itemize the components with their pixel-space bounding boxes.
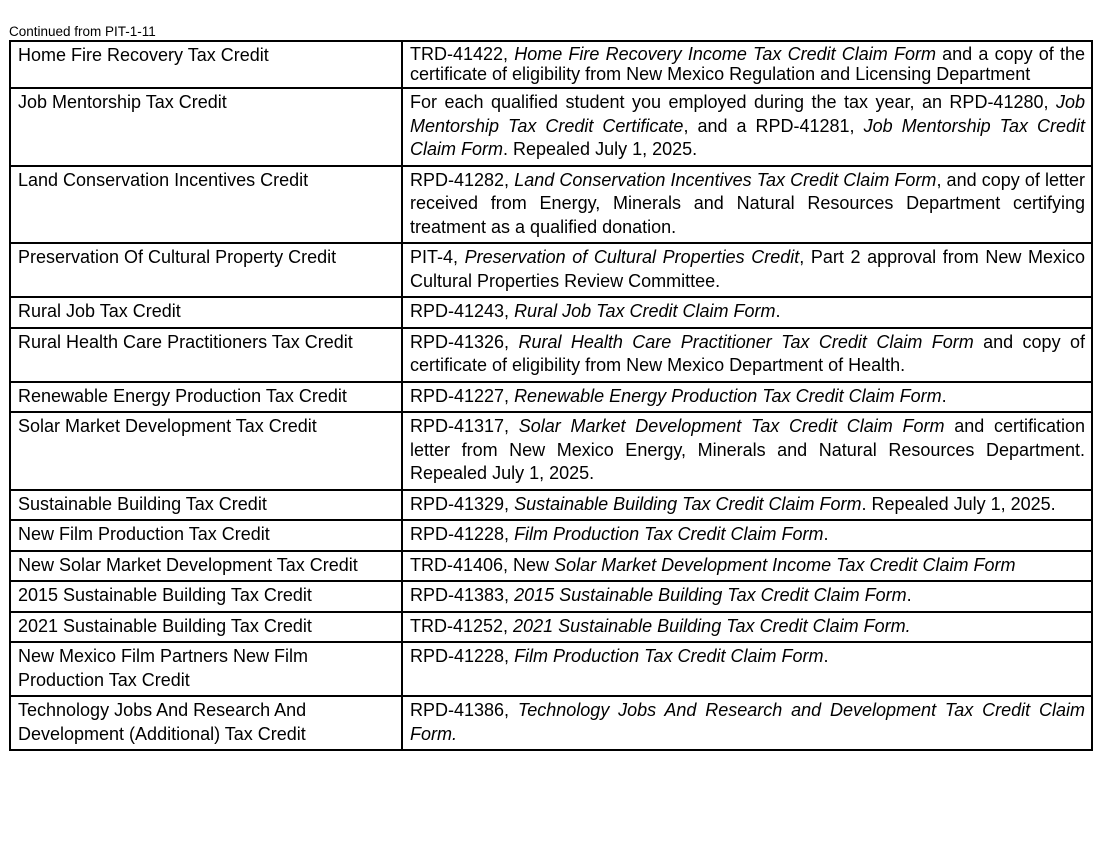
- requirement-text: RPD-41228,: [410, 524, 515, 544]
- form-title-text: Solar Market Development Tax Credit Claim Form: [518, 416, 945, 436]
- table-row: [10, 642, 1092, 696]
- requirement-text: . Repealed July 1, 2025.: [503, 139, 698, 159]
- table-row: [10, 88, 1092, 166]
- required-form-cell: [402, 297, 1092, 328]
- credit-name-cell: New Mexico Film Partners New Film Production Tax Credit: [10, 642, 402, 696]
- requirement-text: .: [823, 524, 829, 544]
- credit-name-cell: 2015 Sustainable Building Tax Credit: [10, 581, 402, 612]
- requirement-text: RPD-41383,: [410, 585, 515, 605]
- requirement-text: , and copy of letter received from Energy, Minerals and Natural Resources Department certifying treatment as a qualified donation.: [410, 169, 1086, 237]
- requirement-text: and copy of certificate of eligibility from New Mexico Department of Health.: [410, 331, 1085, 375]
- required-form-cell: [402, 412, 1092, 490]
- requirement-text: , and a RPD-41281,: [683, 115, 864, 136]
- form-title-text: Renewable Energy Production Tax Credit Claim Form: [514, 385, 942, 406]
- form-title-text: Rural Job Tax Credit Claim Form: [514, 301, 776, 321]
- credit-name-cell: Home Fire Recovery Tax Credit: [10, 41, 402, 88]
- required-form-cell: [402, 696, 1092, 750]
- credit-name-cell: New Solar Market Development Tax Credit: [10, 551, 402, 582]
- table-row: [10, 696, 1092, 750]
- requirement-text: RPD-41227,: [410, 385, 515, 406]
- credit-name-cell: Land Conservation Incentives Credit: [10, 166, 402, 244]
- table-row: [10, 243, 1092, 297]
- requirement-text: , Part 2 approval from New Mexico Cultural Properties Review Committee.: [410, 247, 1086, 291]
- table-body: [10, 41, 1092, 750]
- requirement-text: RPD-41317,: [410, 416, 519, 436]
- form-title-text: Solar Market Development Income Tax Credit Claim Form: [554, 554, 1016, 575]
- form-title-text: Home Fire Recovery Income Tax Credit Claim Form: [514, 44, 936, 64]
- required-form-cell: [402, 88, 1092, 166]
- required-form-cell: [402, 490, 1092, 521]
- form-title-text: 2015 Sustainable Building Tax Credit Claim Form: [514, 585, 907, 605]
- required-form-cell: [402, 581, 1092, 612]
- credit-name-cell: Rural Health Care Practitioners Tax Credit: [10, 328, 402, 382]
- requirement-text: . Repealed July 1, 2025.: [861, 493, 1056, 514]
- credit-name-cell: Technology Jobs And Research And Development (Additional) Tax Credit: [10, 696, 402, 750]
- requirement-text: For each qualified student you employed during the tax year, an RPD-41280,: [410, 92, 1056, 112]
- required-form-cell: [402, 328, 1092, 382]
- required-form-cell: [402, 382, 1092, 413]
- required-form-cell: [402, 166, 1092, 244]
- requirement-text: .: [775, 301, 781, 321]
- form-title-text: Rural Health Care Practitioner Tax Credit Claim Form: [518, 331, 974, 352]
- tax-credit-requirements-table: [9, 40, 1093, 751]
- credit-name-cell: 2021 Sustainable Building Tax Credit: [10, 612, 402, 643]
- table-row: [10, 551, 1092, 582]
- credit-name-cell: Rural Job Tax Credit: [10, 297, 402, 328]
- table-row: [10, 41, 1092, 88]
- form-title-text: Technology Jobs And Research and Development Tax Credit Claim Form.: [410, 700, 1085, 744]
- required-form-cell: [402, 520, 1092, 551]
- continued-caption: Continued from PIT-1-11: [9, 24, 156, 39]
- form-title-text: Job Mentorship Tax Credit Claim Form: [410, 115, 1085, 159]
- requirement-text: .: [941, 385, 947, 406]
- requirement-text: RPD-41386,: [410, 700, 518, 720]
- form-title-text: Preservation of Cultural Properties Credit: [464, 247, 800, 267]
- requirement-text: TRD-41422,: [410, 44, 515, 64]
- requirement-text: .: [823, 646, 829, 666]
- credit-name-cell: Sustainable Building Tax Credit: [10, 490, 402, 521]
- requirement-text: RPD-41228,: [410, 646, 515, 666]
- required-form-cell: [402, 41, 1092, 88]
- requirement-text: TRD-41252,: [410, 615, 514, 636]
- table-row: [10, 328, 1092, 382]
- form-title-text: Film Production Tax Credit Claim Form: [514, 646, 824, 666]
- form-title-text: Job Mentorship Tax Credit Certificate: [410, 92, 1085, 136]
- requirement-text: and certification letter from New Mexico Energy, Minerals and Natural Resources Department. Repealed July 1, 2025.: [410, 416, 1085, 483]
- credit-name-cell: Job Mentorship Tax Credit: [10, 88, 402, 166]
- requirement-text: RPD-41243,: [410, 301, 515, 321]
- form-title-text: Land Conservation Incentives Tax Credit Claim Form: [514, 169, 937, 190]
- table-row: [10, 520, 1092, 551]
- requirement-text: RPD-41282,: [410, 169, 515, 190]
- form-title-text: Film Production Tax Credit Claim Form: [514, 524, 824, 544]
- table-row: [10, 297, 1092, 328]
- requirement-text: RPD-41326,: [410, 331, 519, 352]
- requirement-text: RPD-41329,: [410, 493, 515, 514]
- table-row: [10, 382, 1092, 413]
- required-form-cell: [402, 243, 1092, 297]
- table-row: [10, 412, 1092, 490]
- credit-name-cell: Preservation Of Cultural Property Credit: [10, 243, 402, 297]
- table-row: [10, 612, 1092, 643]
- table-row: [10, 490, 1092, 521]
- credit-name-cell: Solar Market Development Tax Credit: [10, 412, 402, 490]
- required-form-cell: [402, 551, 1092, 582]
- table-row: [10, 166, 1092, 244]
- required-form-cell: [402, 612, 1092, 643]
- table-row: [10, 581, 1092, 612]
- requirement-text: .: [906, 585, 912, 605]
- credit-name-cell: New Film Production Tax Credit: [10, 520, 402, 551]
- requirement-text: and a copy of the certificate of eligibility from New Mexico Regulation and Licensing Department: [410, 44, 1085, 84]
- requirement-text: TRD-41406, New: [410, 554, 555, 575]
- form-title-text: Sustainable Building Tax Credit Claim Form: [514, 493, 862, 514]
- requirement-text: PIT-4,: [410, 247, 465, 267]
- credit-name-cell: Renewable Energy Production Tax Credit: [10, 382, 402, 413]
- form-title-text: 2021 Sustainable Building Tax Credit Claim Form.: [513, 615, 911, 636]
- required-form-cell: [402, 642, 1092, 696]
